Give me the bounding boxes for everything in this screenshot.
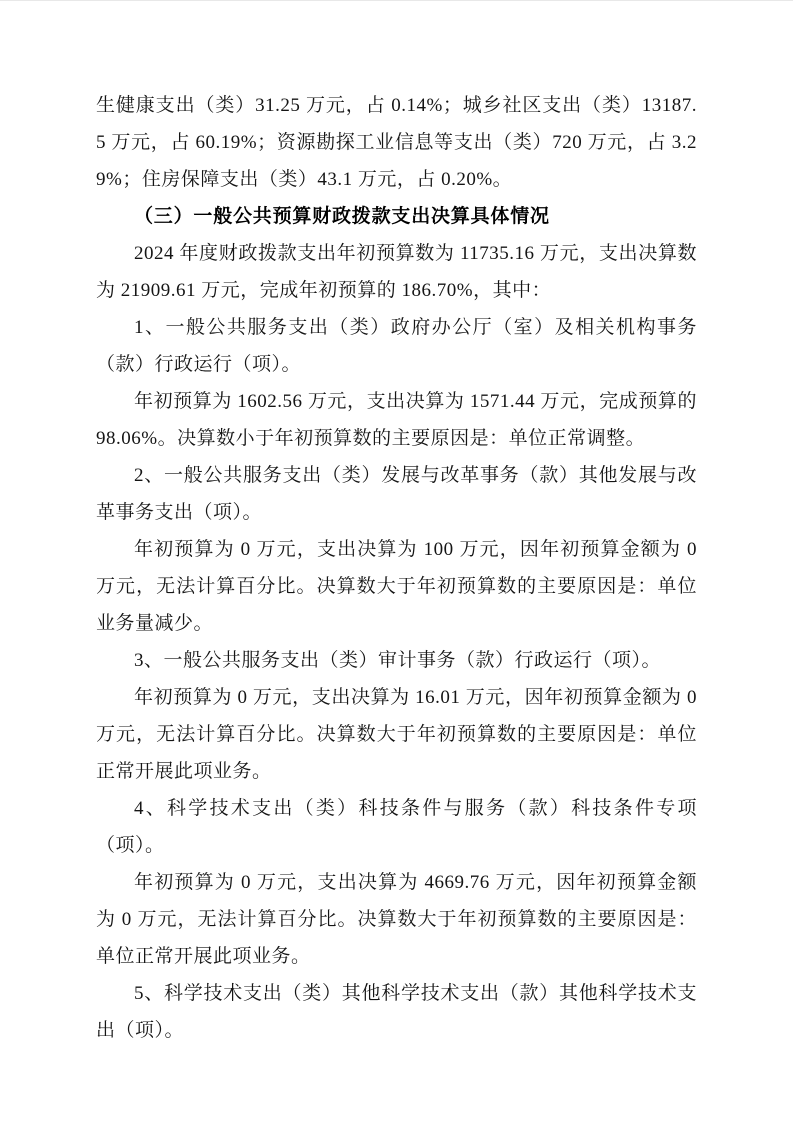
paragraph-item-1-detail: 年初预算为 1602.56 万元，支出决算为 1571.44 万元，完成预算的 98.06%。决算数小于年初预算数的主要原因是：单位正常调整。	[96, 391, 697, 449]
section-heading-general-public-budget-expenditure-details: （三）一般公共预算财政拨款支出决算具体情况	[134, 206, 550, 227]
document-body	[96, 87, 697, 1049]
paragraph-item-4-detail: 年初预算为 0 万元，支出决算为 4669.76 万元，因年初预算金额为 0 万元，无法计算百分比。决算数大于年初预算数的主要原因是：单位正常开展此项业务。	[96, 872, 697, 967]
paragraph-item-1-title: 1、一般公共服务支出（类）政府办公厅（室）及相关机构事务（款）行政运行（项）。	[96, 317, 697, 375]
paragraph-item-2-detail: 年初预算为 0 万元，支出决算为 100 万元，因年初预算金额为 0 万元，无法计算百分比。决算数大于年初预算数的主要原因是：单位业务量减少。	[96, 539, 697, 634]
paragraph-continuation-expenditure-breakdown: 生健康支出（类）31.25 万元，占 0.14%；城乡社区支出（类）13187.5 万元，占 60.19%；资源勘探工业信息等支出（类）720 万元，占 3.29%；住房保障支出（类）43.1 万元，占 0.20%。	[96, 95, 697, 190]
paragraph-item-2-title: 2、一般公共服务支出（类）发展与改革事务（款）其他发展与改革事务支出（项）。	[96, 465, 697, 523]
paragraph-item-5-title: 5、科学技术支出（类）其他科学技术支出（款）其他科学技术支出（项）。	[96, 983, 697, 1041]
paragraph-item-3-detail: 年初预算为 0 万元，支出决算为 16.01 万元，因年初预算金额为 0 万元，无法计算百分比。决算数大于年初预算数的主要原因是：单位正常开展此项业务。	[96, 687, 697, 782]
paragraph-item-4-title: 4、科学技术支出（类）科技条件与服务（款）科技条件专项（项）。	[96, 798, 697, 856]
paragraph-budget-overview-2024: 2024 年度财政拨款支出年初预算数为 11735.16 万元，支出决算数为 21909.61 万元，完成年初预算的 186.70%，其中：	[96, 243, 697, 301]
paragraph-item-3-title: 3、一般公共服务支出（类）审计事务（款）行政运行（项）。	[134, 650, 662, 671]
